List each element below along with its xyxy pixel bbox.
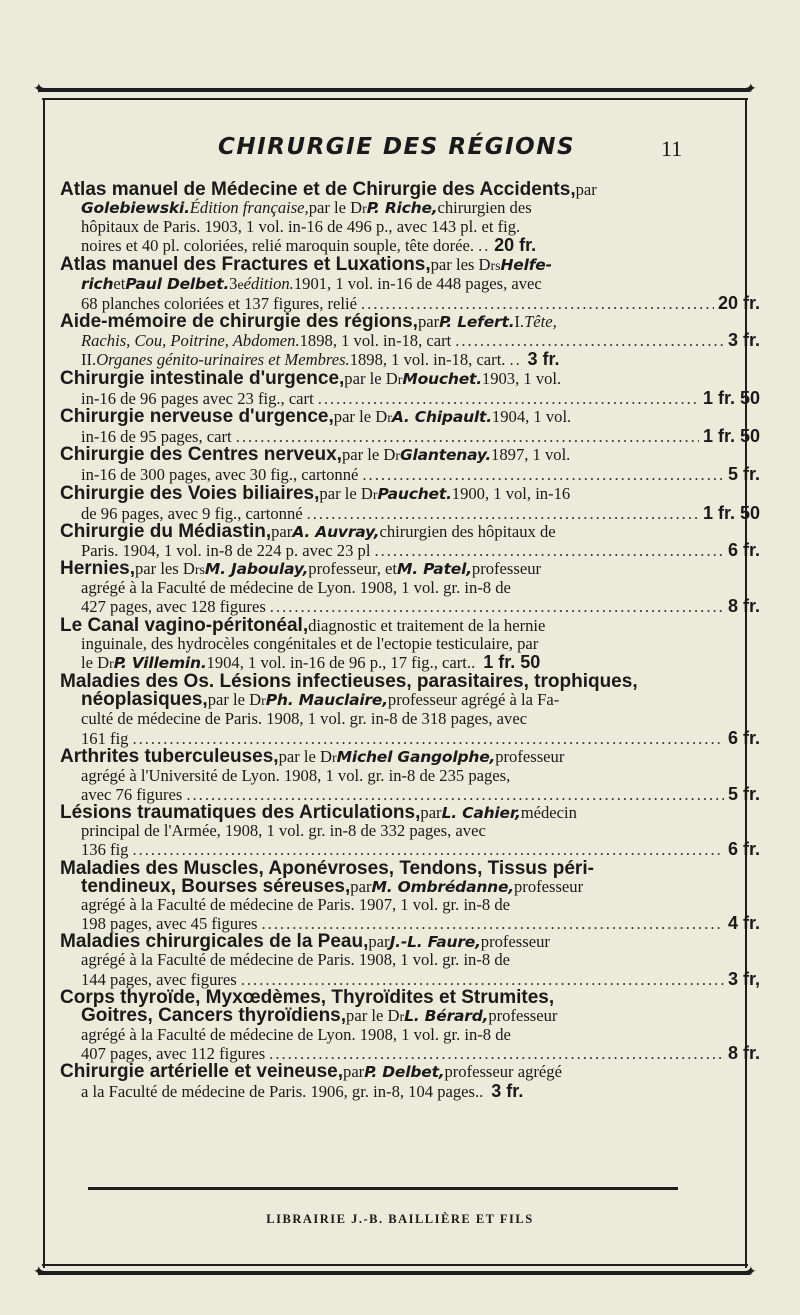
entry-title: Chirurgie intestinale d'urgence,: [60, 367, 345, 389]
entry-text: 68 planches coloriées et 137 figures, relié: [81, 293, 358, 313]
superscript: r: [372, 486, 378, 502]
entry-text: professeur agrégé à la Fa-: [387, 690, 560, 710]
entry-text: par: [420, 803, 442, 823]
entry-text: avec 76 figures: [81, 785, 183, 804]
entry-text: par le D: [341, 445, 396, 465]
entry-text: 1904, 1 vol.: [491, 406, 572, 426]
author-name: P. Riche,: [366, 199, 438, 218]
author-name: Mouchet.: [402, 369, 482, 388]
price: 1 fr. 50: [483, 651, 541, 672]
entry-title: Maladies des Os. Lésions infectieuses, parasitaires, trophiques,: [60, 671, 638, 693]
dot-leader: [307, 505, 699, 523]
dot-leader: [374, 542, 724, 560]
catalogue-entry: [60, 520, 760, 560]
entry-text: par: [350, 876, 372, 896]
superscript: rs: [194, 562, 205, 578]
entry-title: Atlas manuel des Fractures et Luxations,: [60, 253, 431, 275]
entry-text: le D: [81, 652, 110, 672]
publisher-footer: LIBRAIRIE J.-B. BAILLIÈRE ET FILS: [266, 1212, 534, 1226]
superscript: r: [387, 409, 392, 425]
top-border-thick: [38, 88, 750, 92]
price: 20 fr.: [717, 292, 760, 313]
author-name: Michel Gangolphe,: [336, 747, 496, 766]
entry-text: par: [417, 312, 440, 332]
entry-text: par: [271, 521, 293, 541]
entry-text: par le D: [319, 483, 373, 503]
entry-text: professeur: [480, 932, 550, 952]
entry-text: agrégé à la Faculté de médecine de Lyon. 1908, 1 vol. gr. in-8 de: [81, 1025, 511, 1045]
entry-text: 1904, 1 vol. in-16 de 96 p., 17 fig., cart..: [206, 652, 476, 672]
entry-text: par: [368, 932, 390, 952]
page-number: 11: [661, 136, 683, 161]
entry-title: Maladies chirurgicales de la Peau,: [60, 931, 369, 953]
author-name: rich: [81, 274, 114, 293]
entry-text: par le D: [344, 368, 398, 388]
entry-text: in-16 de 96 pages avec 23 fig., cart: [81, 388, 314, 408]
entry-title: Maladies des Muscles, Aponévroses, Tendons, Tissus péri-: [60, 857, 594, 879]
dot-leader: [455, 332, 724, 350]
entry-title: tendineux, Bourses séreuses,: [81, 875, 351, 897]
entry-text: chirurgien des hôpitaux de: [379, 521, 556, 541]
footer-rule-top: [88, 1187, 678, 1190]
price: 1 fr. 50: [702, 502, 760, 523]
entry-text: a la Faculté de médecine de Paris. 1906, gr. in-8, 104 pages..: [81, 1081, 484, 1101]
entry-title: Hernies,: [60, 558, 135, 580]
entry-text: professeur: [488, 1005, 558, 1025]
price: 6 fr.: [727, 727, 760, 748]
entry-text: médecin: [520, 803, 577, 823]
entry-title: Lésions traumatiques des Articulations,: [60, 802, 421, 824]
entry-title: Chirurgie des Voies biliaires,: [60, 482, 320, 504]
entry-title: Aide-mémoire de chirurgie des régions,: [60, 311, 418, 333]
entry-text: par le D: [346, 1005, 400, 1025]
dot-leader: [132, 730, 723, 748]
entry-title: Le Canal vagino-péritonéal,: [60, 614, 309, 636]
subtitle-text: Tête,: [524, 312, 557, 332]
entry-text: in-16 de 95 pages, cart: [81, 427, 232, 447]
author-name: A. Auvray,: [292, 522, 380, 541]
entry-text: 198 pages, avec 45 figures: [81, 914, 258, 934]
price: 3 fr,: [727, 968, 760, 989]
running-title: CHIRURGIE DES RÉGIONS: [218, 134, 576, 160]
price: 8 fr.: [727, 596, 760, 617]
catalogue-list: [60, 181, 760, 1101]
entry-text: 427 pages, avec 128 figures: [81, 597, 266, 617]
entry-text: agrégé à la Faculté de médecine de Paris. 1907, 1 vol. gr. in-8 de: [81, 894, 510, 914]
catalogue-entry: [60, 367, 760, 408]
entry-text: par le D: [333, 406, 388, 426]
author-name: P. Lefert.: [439, 313, 515, 332]
entry-text: agrégé à la Faculté de médecine de Paris. 1908, 1 vol. gr. in-8 de: [81, 950, 510, 970]
author-name: A. Chipault.: [391, 407, 492, 426]
entry-text: 1901, 1 vol. in-16 de 448 pages, avec: [293, 273, 542, 293]
entry-text: Paris. 1904, 1 vol. in-8 de 224 p. avec 23 pl: [81, 540, 371, 560]
author-name: Pauchet.: [377, 484, 452, 503]
author-name: Ph. Mauclaire,: [265, 691, 388, 710]
corner-ornament-top-right: ✦: [745, 82, 757, 97]
superscript: e: [237, 276, 244, 292]
catalogue-entry: [60, 673, 760, 748]
page-header: [0, 134, 800, 170]
entry-text: 1897, 1 vol.: [491, 445, 571, 465]
entry-title: Atlas manuel de Médecine et de Chirurgie des Accidents,: [60, 179, 576, 200]
catalogue-entry: [60, 745, 760, 804]
entry-text: par le D: [278, 746, 333, 766]
price: 1 fr. 50: [702, 387, 760, 408]
entry-text: par les D: [430, 254, 491, 274]
price: 3 fr.: [727, 330, 760, 351]
corner-ornament-top-left: ✦: [33, 82, 45, 97]
price: 20 fr.: [494, 235, 537, 256]
author-name: Glantenay.: [400, 446, 492, 465]
entry-text: et: [113, 273, 126, 293]
entry-text: 1898, 1 vol. in-18, cart.: [349, 350, 506, 370]
top-border-thin: [42, 98, 748, 100]
author-name: L. Cahier,: [441, 804, 521, 823]
author-name: J.-L. Faure,: [389, 933, 481, 952]
author-name: M. Patel,: [397, 560, 472, 579]
entry-title: Chirurgie nerveuse d'urgence,: [60, 405, 334, 427]
entry-text: hôpitaux de Paris. 1903, 1 vol. in-16 de 496 p., avec 143 pl. et fig.: [81, 217, 521, 237]
entry-text: I.: [514, 312, 525, 332]
catalogue-entry: [60, 313, 760, 369]
author-name: P. Delbet,: [364, 1063, 445, 1082]
entry-text: inguinale, des hydrocèles congénitales et de l'ectopie testiculaire, par: [81, 633, 539, 653]
entry-text: par: [343, 1062, 365, 1082]
entry-text: par les D: [134, 559, 195, 579]
dot-leader: [318, 390, 699, 408]
left-border: [43, 98, 45, 1268]
catalogue-entry: [60, 446, 760, 484]
entry-title: Chirurgie des Centres nerveux,: [60, 444, 342, 466]
catalogue-entry: [60, 253, 760, 313]
price: 4 fr.: [727, 913, 760, 934]
edition-text: édition.: [243, 273, 294, 293]
entry-text: diagnostic et traitement de la hernie: [308, 615, 546, 635]
entry-text: professeur, et: [308, 559, 398, 579]
edition-text: Édition française,: [189, 198, 309, 218]
dot-leader: [509, 351, 523, 369]
entry-text: chirurgien des: [437, 198, 532, 218]
author-name: Paul Delbet.: [125, 274, 230, 293]
catalogue-entry: [60, 857, 760, 934]
author-name: Helfe-: [500, 255, 552, 274]
catalogue-entry: [60, 482, 760, 523]
superscript: r: [395, 448, 400, 464]
dot-leader: [132, 841, 723, 859]
dot-leader: [362, 466, 724, 484]
price: 5 fr.: [727, 784, 760, 804]
entry-text: 1898, 1 vol. in-18, cart: [299, 331, 452, 351]
superscript: r: [261, 693, 266, 709]
entry-text: 1903, 1 vol.: [481, 368, 562, 388]
entry-text: par le D: [207, 690, 262, 710]
bottom-border-thick: [38, 1271, 750, 1275]
catalogue-entry: [60, 933, 760, 988]
catalogue-entry: [60, 560, 760, 616]
entry-text: 136 fig: [81, 840, 129, 860]
entry-text: II.: [81, 350, 97, 370]
entry-text: in-16 de 300 pages, avec 30 fig., cartonné: [81, 465, 359, 485]
price: 5 fr.: [727, 464, 760, 485]
author-name: Golebiewski.: [81, 199, 190, 218]
superscript: r: [362, 201, 367, 217]
price: 6 fr.: [727, 839, 760, 860]
dot-leader: [270, 598, 724, 616]
entry-title: Corps thyroïde, Myxœdèmes, Thyroïdites et Strumites,: [60, 986, 555, 1008]
superscript: r: [397, 371, 403, 387]
entry-text: par le D: [308, 198, 363, 218]
superscript: r: [109, 655, 114, 671]
bottom-border-thin: [42, 1264, 748, 1266]
price: 8 fr.: [727, 1043, 760, 1064]
corner-ornament-bottom-left: ✦: [33, 1265, 45, 1280]
catalogue-entry: [60, 181, 760, 256]
entry-text: professeur agrégé: [444, 1062, 562, 1082]
catalogue-entry: [60, 405, 760, 447]
entry-text: 161 fig: [81, 728, 129, 748]
entry-text: noires et 40 pl. coloriées, relié maroquin souple, tête dorée.: [81, 236, 475, 256]
entry-text: agrégé à la Faculté de médecine de Lyon. 1908, 1 vol. gr. in-8 de: [81, 578, 511, 598]
price: 1 fr. 50: [702, 426, 760, 447]
entry-text: par: [575, 180, 597, 199]
superscript: rs: [490, 257, 501, 273]
superscript: r: [332, 749, 337, 765]
subtitle-text: Rachis, Cou, Poitrine, Abdomen.: [81, 331, 300, 351]
entry-text: 144 pages, avec figures: [81, 969, 237, 989]
entry-text: culté de médecine de Paris. 1908, 1 vol. gr. in-8 de 318 pages, avec: [81, 709, 528, 729]
entry-title: néoplasiques,: [81, 689, 208, 711]
dot-leader: [241, 971, 724, 989]
catalogue-entry: [60, 1063, 760, 1100]
price: 3 fr.: [527, 349, 560, 370]
author-name: M. Ombrédanne,: [371, 877, 514, 896]
entry-text: principal de l'Armée, 1908, 1 vol. gr. in-8 de 332 pages, avec: [81, 821, 486, 841]
entry-text: 1900, 1 vol, in-16: [451, 483, 571, 503]
entry-title: Goitres, Cancers thyroïdiens,: [81, 1004, 347, 1026]
superscript: r: [399, 1008, 405, 1024]
entry-text: agrégé à l'Université de Lyon. 1908, 1 vol. gr. in-8 de 235 pages,: [81, 765, 511, 785]
entry-text: de 96 pages, avec 9 fig., cartonné: [81, 503, 303, 523]
entry-text: professeur: [471, 559, 542, 579]
entry-title: Chirurgie artérielle et veineuse,: [60, 1061, 344, 1083]
entry-title: Chirurgie du Médiastin,: [60, 520, 272, 542]
author-name: M. Jaboulay,: [204, 560, 309, 579]
catalogue-entry: [60, 614, 760, 673]
entry-text: professeur: [495, 746, 565, 766]
subtitle-text: Organes génito-urinaires et Membres.: [96, 350, 350, 370]
dot-leader: [478, 237, 490, 255]
entry-text: 407 pages, avec 112 figures: [81, 1044, 266, 1064]
price: 3 fr.: [491, 1080, 524, 1101]
author-name: P. Villemin.: [113, 653, 207, 672]
entry-title: Arthrites tuberculeuses,: [60, 745, 279, 767]
price: 6 fr.: [727, 539, 760, 560]
author-name: L. Bérard,: [404, 1006, 489, 1025]
catalogue-entry: [60, 804, 760, 859]
catalogue-entry: [60, 986, 760, 1064]
corner-ornament-bottom-right: ✦: [745, 1265, 757, 1280]
entry-text: 3: [229, 273, 238, 293]
entry-text: professeur: [514, 876, 584, 896]
